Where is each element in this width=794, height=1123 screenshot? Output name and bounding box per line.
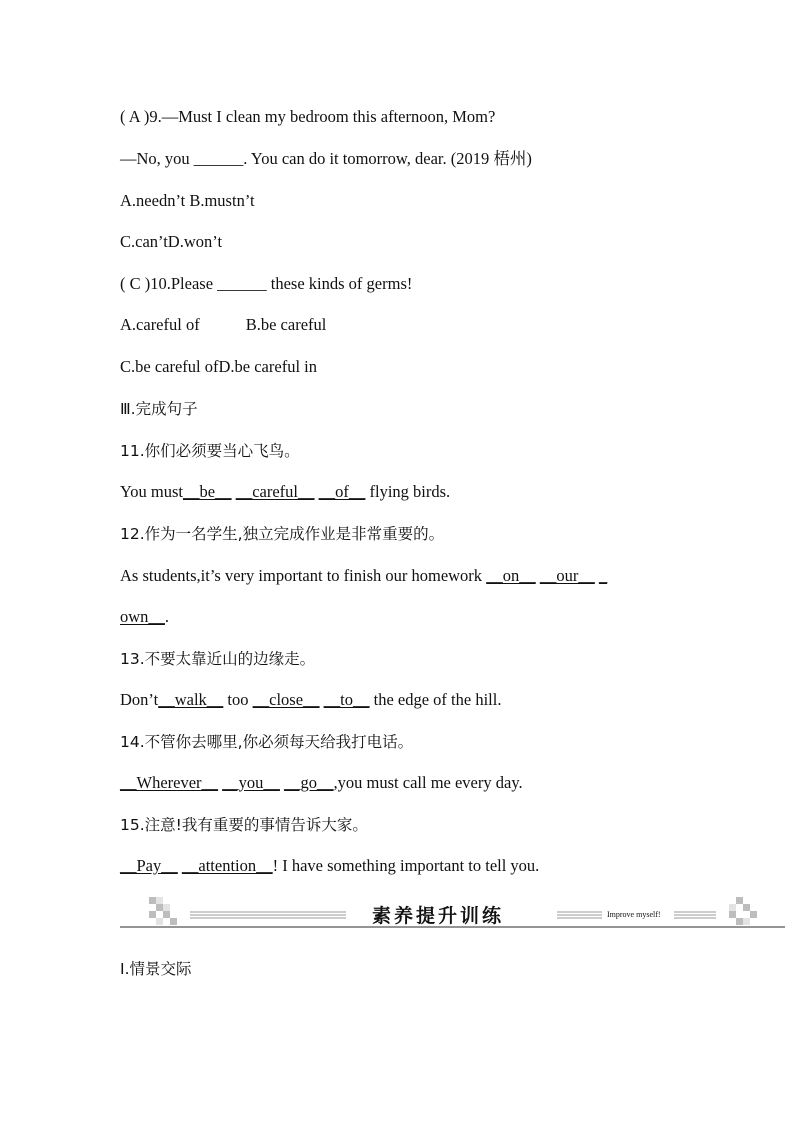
q10-question: ( C )10.Please ______ these kinds of germs! [120, 274, 413, 293]
s15-post: ! I have something important to tell you. [272, 856, 540, 875]
s11-english [120, 481, 450, 503]
s14-answer-3: __go__ [284, 773, 334, 792]
s11-answer-1: __be__ [182, 482, 232, 501]
s13-pre: Don’t [120, 690, 159, 709]
s11-answer-3: __of__ [318, 482, 366, 501]
s11-chinese: 11.你们必须要当心飞鸟。 [120, 442, 300, 460]
q9-reply: —No, you ______. You can do it tomorrow, dear. (2019 梧州) [120, 149, 532, 168]
banner-title: 素养提升训练 [372, 905, 505, 927]
s12-answer-3-start: _ [598, 566, 608, 585]
s13-mid: too [227, 690, 249, 709]
q10-options-ab [120, 314, 326, 336]
s15-answer-2: __attention__ [181, 856, 273, 875]
s14-answer-1: __Wherever__ [120, 773, 219, 792]
q10-option-b: B.be careful [245, 315, 327, 334]
s13-chinese: 13.不要太靠近山的边缘走。 [120, 650, 316, 668]
section-1-title: Ⅰ.情景交际 [120, 960, 192, 978]
s13-post: the edge of the hill. [373, 690, 502, 709]
s12-english [120, 565, 607, 587]
s12-pre: As students,it’s very important to finish our homework [120, 566, 483, 585]
section-banner [120, 893, 785, 929]
s12-answer-2: __our__ [539, 566, 595, 585]
section-3-title: Ⅲ.完成句子 [120, 400, 198, 418]
s15-chinese: 15.注意!我有重要的事情告诉大家。 [120, 816, 368, 834]
q10-option-a: A.careful of [120, 315, 200, 334]
s14-answer-2: __you__ [222, 773, 280, 792]
s14-post: ,you must call me every day. [333, 773, 523, 792]
q9-question: ( A )9.—Must I clean my bedroom this afternoon, Mom? [120, 107, 496, 126]
s12-chinese: 12.作为一名学生,独立完成作业是非常重要的。 [120, 525, 445, 543]
s12-english-cont [120, 606, 169, 628]
s13-answer-3: __to__ [323, 690, 370, 709]
s15-english [120, 855, 539, 877]
banner-subtitle: Improve myself! [607, 910, 661, 919]
s12-answer-1: __on__ [486, 566, 536, 585]
q9-options-ab: A.needn’t B.mustn’t [120, 191, 255, 210]
q9-options-cd: C.can’tD.won’t [120, 232, 223, 251]
s12-answer-3: own__ [120, 607, 165, 626]
s13-answer-2: __close__ [252, 690, 320, 709]
s14-chinese: 14.不管你去哪里,你必须每天给我打电话。 [120, 733, 414, 751]
s11-pre: You must [120, 482, 183, 501]
s13-answer-1: __walk__ [158, 690, 224, 709]
q10-options-cd: C.be careful ofD.be careful in [120, 357, 317, 376]
s11-post: flying birds. [369, 482, 451, 501]
s15-answer-1: __Pay__ [120, 856, 178, 875]
s13-english [120, 689, 501, 711]
s14-english [120, 772, 523, 794]
s11-answer-2: __careful__ [235, 482, 315, 501]
s12-end: . [164, 607, 170, 626]
